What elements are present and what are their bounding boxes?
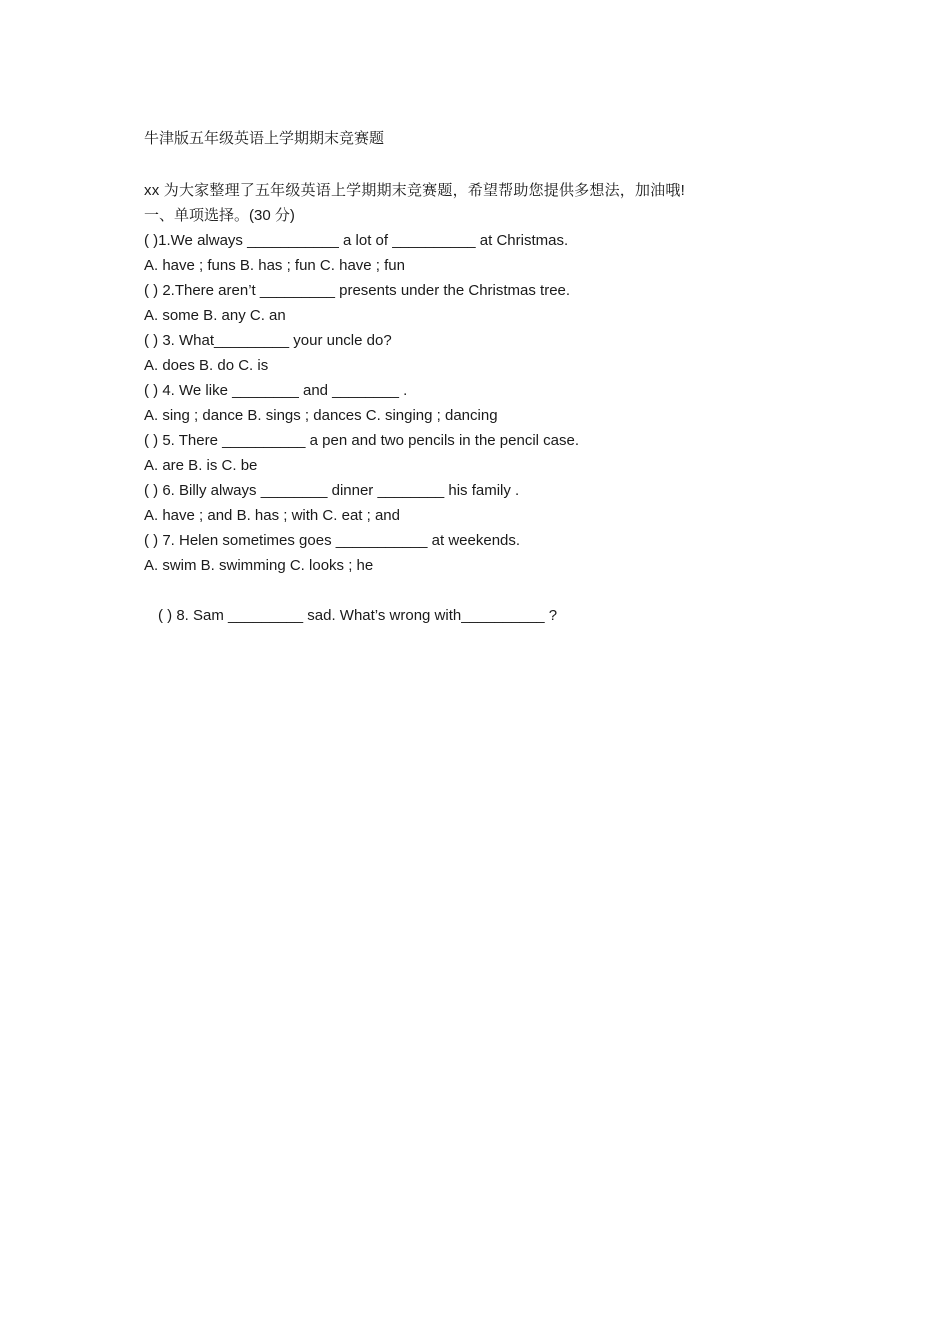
question-options: A. swim B. swimming C. looks ; he bbox=[144, 557, 374, 574]
question-options: A. does B. do C. is bbox=[144, 357, 269, 374]
document-body bbox=[144, 126, 824, 628]
question-stem: ( ) 6. Billy always ________ dinner ________ his family . bbox=[144, 482, 520, 499]
question-8 bbox=[144, 603, 824, 628]
question-4 bbox=[144, 378, 824, 428]
question-options: A. some B. any C. an bbox=[144, 307, 286, 324]
question-stem: ( )1.We always ___________ a lot of __________ at Christmas. bbox=[144, 232, 569, 249]
question-3 bbox=[144, 328, 824, 378]
question-options: A. have ; and B. has ; with C. eat ; and bbox=[144, 507, 400, 524]
question-7 bbox=[144, 528, 824, 578]
question-stem: ( ) 8. Sam _________ sad. What’s wrong with__________ ? bbox=[158, 607, 558, 624]
blank-line bbox=[144, 578, 824, 603]
question-6 bbox=[144, 478, 824, 528]
question-stem: ( ) 5. There __________ a pen and two pencils in the pencil case. bbox=[144, 432, 580, 449]
question-options: A. sing ; dance B. sings ; dances C. singing ; dancing bbox=[144, 407, 498, 424]
intro-paragraph: xx 为大家整理了五年级英语上学期期末竞赛题，希望帮助您提供多想法，加油哦! bbox=[144, 182, 685, 199]
document-title: 牛津版五年级英语上学期期末竞赛题 bbox=[144, 129, 385, 147]
question-stem: ( ) 4. We like ________ and ________ . bbox=[144, 382, 408, 399]
question-1 bbox=[144, 228, 824, 278]
question-stem: ( ) 3. What_________ your uncle do? bbox=[144, 332, 392, 349]
question-stem: ( ) 2.There aren’t _________ presents under the Christmas tree. bbox=[144, 282, 571, 299]
question-2 bbox=[144, 278, 824, 328]
section-heading: 一、单项选择。(30 分) bbox=[144, 207, 295, 224]
question-options: A. are B. is C. be bbox=[144, 457, 258, 474]
question-options: A. have ; funs B. has ; fun C. have ; fun bbox=[144, 257, 405, 274]
question-stem: ( ) 7. Helen sometimes goes ___________ at weekends. bbox=[144, 532, 521, 549]
question-5 bbox=[144, 428, 824, 478]
